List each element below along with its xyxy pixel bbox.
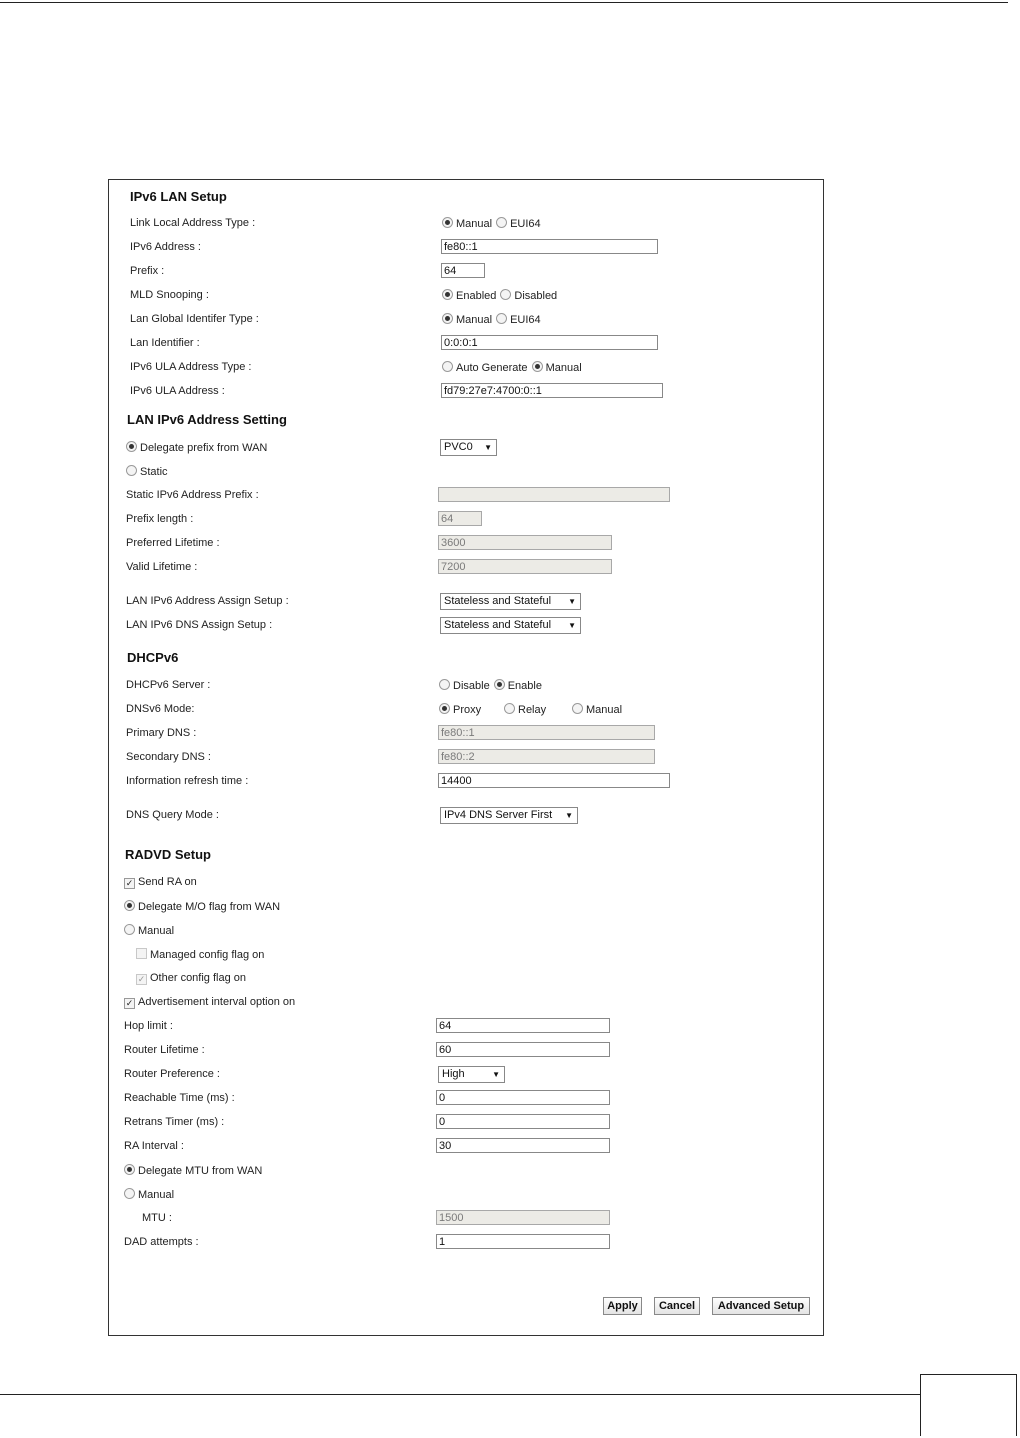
dns-relay-radio[interactable] [504,703,515,714]
delegate-prefix-label: Delegate prefix from WAN [140,442,268,454]
other-flag-checkbox[interactable]: ✓ [137,974,146,984]
prefix-input[interactable]: 64 [441,263,485,278]
header-rule [0,2,1008,3]
mld-disabled-radio[interactable] [500,289,511,300]
mld-enabled-radio[interactable] [442,289,453,300]
mtu-input[interactable]: 1500 [436,1210,610,1225]
ula-manual-label: Manual [545,362,582,374]
mtu-manual-radio[interactable] [124,1188,135,1199]
section-title-ipv6-lan: IPv6 LAN Setup [130,189,227,204]
dns-relay-label: Relay [518,704,547,716]
reachable-time-input[interactable]: 0 [436,1090,610,1105]
row-router-pref [109,1064,823,1084]
row-preferred-lifetime [109,533,823,553]
mtu-label: MTU : [142,1212,172,1224]
delegate-mo-radio[interactable] [124,900,135,911]
prefix-length-input[interactable]: 64 [438,511,482,526]
addr-assign-value: Stateless and Stateful [444,595,552,607]
other-flag-label: Other config flag on [150,972,247,984]
section-title-dhcpv6: DHCPv6 [127,650,179,665]
row-ipv6-address [109,237,823,257]
hop-limit-input[interactable]: 64 [436,1018,610,1033]
mtu-manual-option [124,1188,174,1201]
dns-assign-select[interactable] [440,617,581,634]
row-ula-type [109,357,823,377]
pvc-chevron-down-icon: ▼ [484,443,492,452]
row-send-ra [109,872,823,892]
query-mode-select[interactable] [440,807,578,824]
row-ula-address [109,381,823,401]
row-prefix-length [109,509,823,529]
lan-global-eui64-label: EUI64 [510,314,541,326]
ra-interval-input[interactable]: 30 [436,1138,610,1153]
row-primary-dns [109,723,823,743]
pvc-select[interactable] [440,439,497,456]
section-title-lan-ipv6-setting: LAN IPv6 Address Setting [127,412,287,427]
delegate-mo-option [124,900,280,913]
ula-auto-generate-radio[interactable] [442,361,453,372]
dhcpv6-enable-radio[interactable] [494,679,505,690]
primary-dns-label: Primary DNS : [126,727,197,739]
dhcpv6-server-group [439,679,542,699]
lan-global-eui64-radio[interactable] [496,313,507,324]
mld-snooping-label: MLD Snooping : [130,289,209,301]
router-pref-label: Router Preference : [124,1068,220,1080]
dhcpv6-server-label: DHCPv6 Server : [126,679,211,691]
dns-assign-label: LAN IPv6 DNS Assign Setup : [126,619,273,631]
preferred-lifetime-input[interactable]: 3600 [438,535,612,550]
row-link-local-type [109,213,823,233]
dad-attempts-input[interactable]: 1 [436,1234,610,1249]
dhcpv6-enable-label: Enable [507,680,542,692]
adv-interval-option [124,996,295,1009]
dhcpv6-disable-radio[interactable] [439,679,450,690]
row-mtu [109,1208,823,1228]
row-other-flag [109,968,823,988]
dns-assign-value: Stateless and Stateful [444,619,552,631]
delegate-mtu-radio[interactable] [124,1164,135,1175]
delegate-mo-label: Delegate M/O flag from WAN [138,901,281,913]
lan-global-manual-label: Manual [456,314,493,326]
advanced-setup-button[interactable]: Advanced Setup [712,1297,810,1315]
row-dns-assign [109,615,823,635]
hop-limit-label: Hop limit : [124,1020,173,1032]
router-pref-select[interactable] [438,1066,505,1083]
delegate-prefix-option [126,441,267,454]
row-radvd-manual [109,920,823,940]
row-delegate-mtu [109,1160,823,1180]
valid-lifetime-input[interactable]: 7200 [438,559,612,574]
row-static-prefix [109,485,823,505]
section-title-radvd: RADVD Setup [125,847,211,862]
ipv6-address-input[interactable]: fe80::1 [441,239,658,254]
ipv6-lan-panel [108,179,824,1336]
radvd-manual-option [124,924,174,937]
row-lan-identifier [109,333,823,353]
row-retrans-timer [109,1112,823,1132]
static-option [126,465,168,478]
link-local-type-label: Link Local Address Type : [130,217,256,229]
retrans-timer-label: Retrans Timer (ms) : [124,1116,225,1128]
send-ra-option [124,876,197,889]
static-prefix-label: Static IPv6 Address Prefix : [126,489,259,501]
query-mode-chevron-down-icon: ▼ [565,811,573,820]
dns-mode-relay [504,703,546,723]
managed-flag-option [136,948,264,961]
send-ra-checkbox[interactable]: ✓ [125,878,134,888]
static-radio[interactable] [126,465,137,476]
static-label: Static [140,466,168,478]
retrans-timer-input[interactable]: 0 [436,1114,610,1129]
router-pref-value: High [442,1068,465,1080]
prefix-label: Prefix : [130,265,165,277]
preferred-lifetime-label: Preferred Lifetime : [126,537,220,549]
link-local-eui64-radio[interactable] [496,217,507,228]
dns-manual-label: Manual [586,704,623,716]
router-lifetime-input[interactable]: 60 [436,1042,610,1057]
row-query-mode [109,805,823,825]
row-dad-attempts [109,1232,823,1252]
addr-assign-label: LAN IPv6 Address Assign Setup : [126,595,289,607]
row-mld-snooping [109,285,823,305]
router-lifetime-label: Router Lifetime : [124,1044,205,1056]
row-delegate-mo [109,896,823,916]
dad-attempts-label: DAD attempts : [124,1236,199,1248]
link-local-type-group [442,217,541,237]
mtu-manual-label: Manual [138,1189,175,1201]
router-pref-chevron-down-icon: ▼ [492,1070,500,1079]
addr-assign-select[interactable] [440,593,581,610]
query-mode-value: IPv4 DNS Server First [444,809,553,821]
static-prefix-input[interactable] [438,487,670,502]
mld-enabled-label: Enabled [456,290,497,302]
lan-identifier-input[interactable]: 0:0:0:1 [441,335,658,350]
lan-global-manual-radio[interactable] [442,313,453,324]
delegate-mtu-label: Delegate MTU from WAN [138,1165,263,1177]
lan-identifier-label: Lan Identifier : [130,337,200,349]
ula-type-label: IPv6 ULA Address Type : [130,361,252,373]
managed-flag-checkbox[interactable] [136,948,147,959]
link-local-eui64-label: EUI64 [510,218,541,230]
query-mode-label: DNS Query Mode : [126,809,219,821]
ula-address-label: IPv6 ULA Address : [130,385,225,397]
secondary-dns-input[interactable]: fe80::2 [438,749,655,764]
radvd-manual-label: Manual [138,925,175,937]
row-addr-assign [109,591,823,611]
radvd-manual-radio[interactable] [124,924,135,935]
row-prefix [109,261,823,281]
row-dhcpv6-server [109,675,823,695]
mld-snooping-group [442,289,557,309]
dhcpv6-disable-label: Disable [453,680,490,692]
lan-global-type-label: Lan Global Identifer Type : [130,313,259,325]
delegate-prefix-radio[interactable] [126,441,137,452]
dns-manual-radio[interactable] [572,703,583,714]
row-hop-limit [109,1016,823,1036]
ula-auto-generate-label: Auto Generate [456,362,528,374]
row-refresh-time [109,771,823,791]
pvc-select-value: PVC0 [444,441,473,453]
apply-button[interactable]: Apply [603,1297,642,1315]
ipv6-address-label: IPv6 Address : [130,241,201,253]
row-ra-interval [109,1136,823,1156]
delegate-mtu-option [124,1164,262,1177]
dns-proxy-radio[interactable] [439,703,450,714]
valid-lifetime-label: Valid Lifetime : [126,561,198,573]
adv-interval-label: Advertisement interval option on [138,996,296,1008]
row-lan-global-type [109,309,823,329]
row-adv-interval [109,992,823,1012]
page-number-box [920,1374,1017,1436]
reachable-time-label: Reachable Time (ms) : [124,1092,235,1104]
dns-mode-manual [572,703,622,723]
ula-address-input[interactable]: fd79:27e7:4700:0::1 [441,383,663,398]
row-dns-mode [109,699,823,719]
refresh-time-input[interactable]: 14400 [438,773,670,788]
dns-assign-chevron-down-icon: ▼ [568,621,576,630]
link-local-manual-label: Manual [456,218,493,230]
row-secondary-dns [109,747,823,767]
row-delegate-prefix [109,437,823,457]
row-valid-lifetime [109,557,823,577]
refresh-time-label: Information refresh time : [126,775,249,787]
prefix-length-label: Prefix length : [126,513,194,525]
dns-mode-label: DNSv6 Mode: [126,703,195,715]
adv-interval-checkbox[interactable]: ✓ [125,998,134,1008]
mld-disabled-label: Disabled [514,290,558,302]
addr-assign-chevron-down-icon: ▼ [568,597,576,606]
lan-global-type-group [442,313,541,333]
cancel-button[interactable]: Cancel [654,1297,700,1315]
link-local-manual-radio[interactable] [442,217,453,228]
send-ra-label: Send RA on [138,876,197,888]
row-reachable-time [109,1088,823,1108]
dns-proxy-label: Proxy [453,704,482,716]
row-mtu-manual [109,1184,823,1204]
ra-interval-label: RA Interval : [124,1140,184,1152]
row-router-lifetime [109,1040,823,1060]
secondary-dns-label: Secondary DNS : [126,751,211,763]
ula-manual-radio[interactable] [532,361,543,372]
ula-type-group [442,361,582,381]
footer-rule [0,1394,920,1395]
row-managed-flag [109,944,823,964]
dns-mode-proxy [439,703,481,723]
primary-dns-input[interactable]: fe80::1 [438,725,655,740]
row-static [109,461,823,481]
managed-flag-label: Managed config flag on [150,949,265,961]
other-flag-option [136,972,246,985]
